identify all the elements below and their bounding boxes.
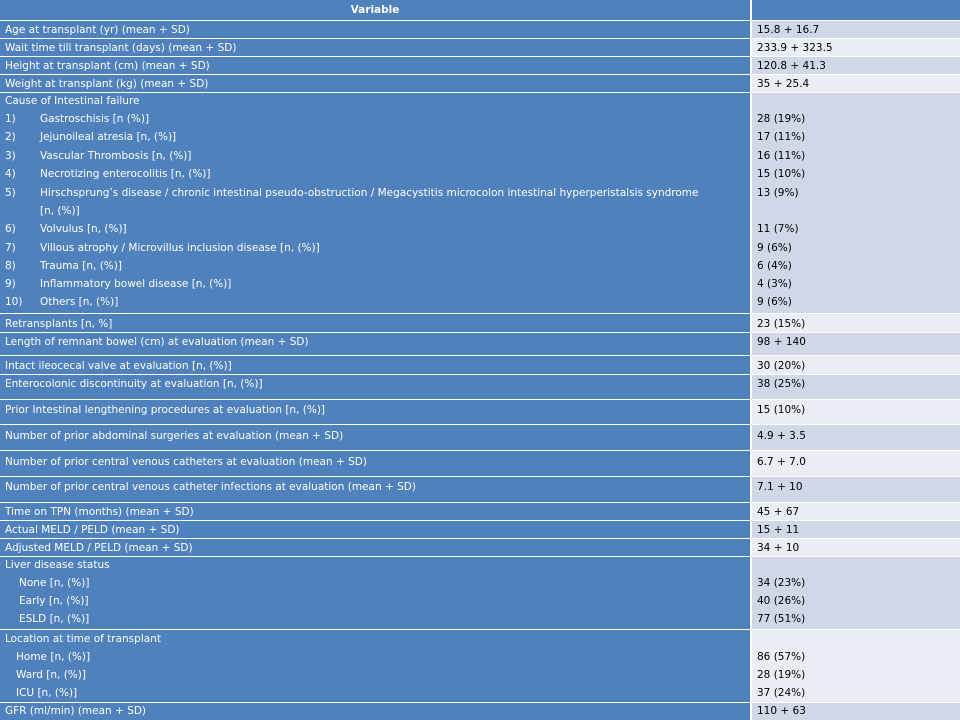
item-value: 11 (7%) [757,223,799,235]
item-value: 13 (9%) [757,187,799,199]
row-value-cell [752,451,960,477]
item-value: 6 (4%) [757,260,792,272]
table-row [0,75,960,93]
row-label: Height at transplant (cm) (mean + SD) [5,60,210,72]
item-label: Hirschsprung’s disease / chronic intestinal pseudo-obstruction / Megacystitis microcolon intestinal hyperperistalsis syndrome [40,187,699,199]
item-value: 28 (19%) [757,113,806,125]
item-number: 3) [5,150,16,162]
item-label: Trauma [n, (%)] [40,260,122,272]
row-label-cell [0,477,750,503]
table-row [0,333,960,356]
item-value: 4 (3%) [757,278,792,290]
table-row-liver [0,557,960,630]
item-value: 28 (19%) [757,669,806,681]
item-label: ESLD [n, (%)] [19,613,90,625]
row-label: Weight at transplant (kg) (mean + SD) [5,78,209,90]
row-label: Time on TPN (months) (mean + SD) [5,506,194,518]
row-label-cell [0,356,750,375]
item-label: Inflammatory bowel disease [n, (%)] [40,278,232,290]
table-row [0,477,960,503]
table-row [0,39,960,57]
row-label-cell [0,521,750,539]
row-value: 6.7 + 7.0 [757,456,806,468]
row-value: 34 + 10 [757,542,800,554]
row-value-cell [752,333,960,356]
row-value-cell [752,630,960,703]
row-value: 7.1 + 10 [757,481,803,493]
item-label: Others [n, (%)] [40,296,119,308]
row-value: 120.8 + 41.3 [757,60,826,72]
item-value: 9 (6%) [757,296,792,308]
row-label: Retransplants [n, %] [5,318,113,330]
row-label: Wait time till transplant (days) (mean + SD) [5,42,237,54]
row-value: 15 + 11 [757,524,800,536]
item-value: 34 (23%) [757,577,806,589]
row-value-cell [752,21,960,39]
table-row [0,425,960,451]
item-label-continued: [n, (%)] [40,205,80,217]
row-value-cell [752,75,960,93]
row-value-cell [752,57,960,75]
item-number: 6) [5,223,16,235]
row-label-cell [0,93,750,314]
row-value-cell [752,539,960,557]
row-value: 38 (25%) [757,378,806,390]
item-label: Ward [n, (%)] [16,669,86,681]
row-label-cell [0,21,750,39]
row-value-cell [752,375,960,400]
row-value: 23 (15%) [757,318,806,330]
row-label-cell [0,75,750,93]
item-number: 9) [5,278,16,290]
row-label-cell [0,503,750,521]
table-row [0,21,960,39]
item-label: Jejunoileal atresia [n, (%)] [40,131,177,143]
row-label: Intact ileocecal valve at evaluation [n, (%)] [5,360,232,372]
table-row [0,57,960,75]
row-value-cell [752,39,960,57]
row-value: 110 + 63 [757,705,806,717]
section-title: Location at time of transplant [5,633,161,645]
row-value: 4.9 + 3.5 [757,430,806,442]
item-number: 4) [5,168,16,180]
row-label: Enterocolonic discontinuity at evaluation [n, (%)] [5,378,263,390]
table-header [0,0,960,21]
row-label-cell [0,451,750,477]
table-row-location [0,630,960,703]
item-label: Necrotizing enterocolitis [n, (%)] [40,168,211,180]
table-row [0,451,960,477]
row-value-cell [752,503,960,521]
row-value-cell [752,356,960,375]
row-label-cell [0,39,750,57]
item-number: 5) [5,187,16,199]
item-value: 77 (51%) [757,613,806,625]
item-value: 16 (11%) [757,150,806,162]
item-number: 1) [5,113,16,125]
item-label: Gastroschisis [n (%)] [40,113,150,125]
row-value-cell [752,477,960,503]
item-number: 8) [5,260,16,272]
table-row [0,375,960,400]
item-number: 2) [5,131,16,143]
row-label: Number of prior central venous catheter infections at evaluation (mean + SD) [5,481,416,493]
row-value: 15 (10%) [757,404,806,416]
table-row [0,539,960,557]
row-label-cell [0,375,750,400]
item-value: 37 (24%) [757,687,806,699]
row-value-cell [752,425,960,451]
section-title: Liver disease status [5,559,110,571]
row-value-cell [752,521,960,539]
row-label-cell [0,314,750,333]
table-row-cause [0,93,960,314]
row-label: Number of prior abdominal surgeries at evaluation (mean + SD) [5,430,344,442]
row-value-cell [752,93,960,314]
item-value: 40 (26%) [757,595,806,607]
row-label-cell [0,57,750,75]
item-label: Villous atrophy / Microvillus inclusion disease [n, (%)] [40,242,320,254]
header-right-cell [752,0,960,21]
row-label-cell [0,557,750,630]
row-value-cell [752,703,960,720]
item-label: Volvulus [n, (%)] [40,223,127,235]
section-title: Cause of Intestinal failure [5,95,140,107]
row-value: 98 + 140 [757,336,806,348]
row-label: Length of remnant bowel (cm) at evaluation (mean + SD) [5,336,309,348]
header-variable: Variable [350,4,400,16]
row-label-cell [0,333,750,356]
item-label: None [n, (%)] [19,577,90,589]
item-value: 15 (10%) [757,168,806,180]
row-value: 15.8 + 16.7 [757,24,820,36]
table-row [0,703,960,720]
item-label: ICU [n, (%)] [16,687,78,699]
table-row [0,521,960,539]
item-value: 86 (57%) [757,651,806,663]
item-value: 17 (11%) [757,131,806,143]
table-row [0,356,960,375]
item-number: 10) [5,296,23,308]
row-value-cell [752,557,960,630]
row-value: 35 + 25.4 [757,78,810,90]
row-value: 45 + 67 [757,506,800,518]
table-row [0,503,960,521]
row-label: Actual MELD / PELD (mean + SD) [5,524,180,536]
row-label: Prior Intestinal lengthening procedures at evaluation [n, (%)] [5,404,326,416]
row-label: Age at transplant (yr) (mean + SD) [5,24,190,36]
row-label: Adjusted MELD / PELD (mean + SD) [5,542,193,554]
row-value: 233.9 + 323.5 [757,42,833,54]
item-label: Vascular Thrombosis [n, (%)] [40,150,192,162]
row-value-cell [752,314,960,333]
item-value: 9 (6%) [757,242,792,254]
row-value: 30 (20%) [757,360,806,372]
row-label-cell [0,400,750,425]
row-label: Number of prior central venous catheters at evaluation (mean + SD) [5,456,367,468]
item-number: 7) [5,242,16,254]
item-label: Home [n, (%)] [16,651,91,663]
table-row [0,400,960,425]
row-label-cell [0,703,750,720]
row-value-cell [752,400,960,425]
row-label: GFR (ml/min) (mean + SD) [5,705,147,717]
item-label: Early [n, (%)] [19,595,89,607]
row-label-cell [0,630,750,703]
row-label-cell [0,539,750,557]
row-label-cell [0,425,750,451]
table-row [0,314,960,333]
